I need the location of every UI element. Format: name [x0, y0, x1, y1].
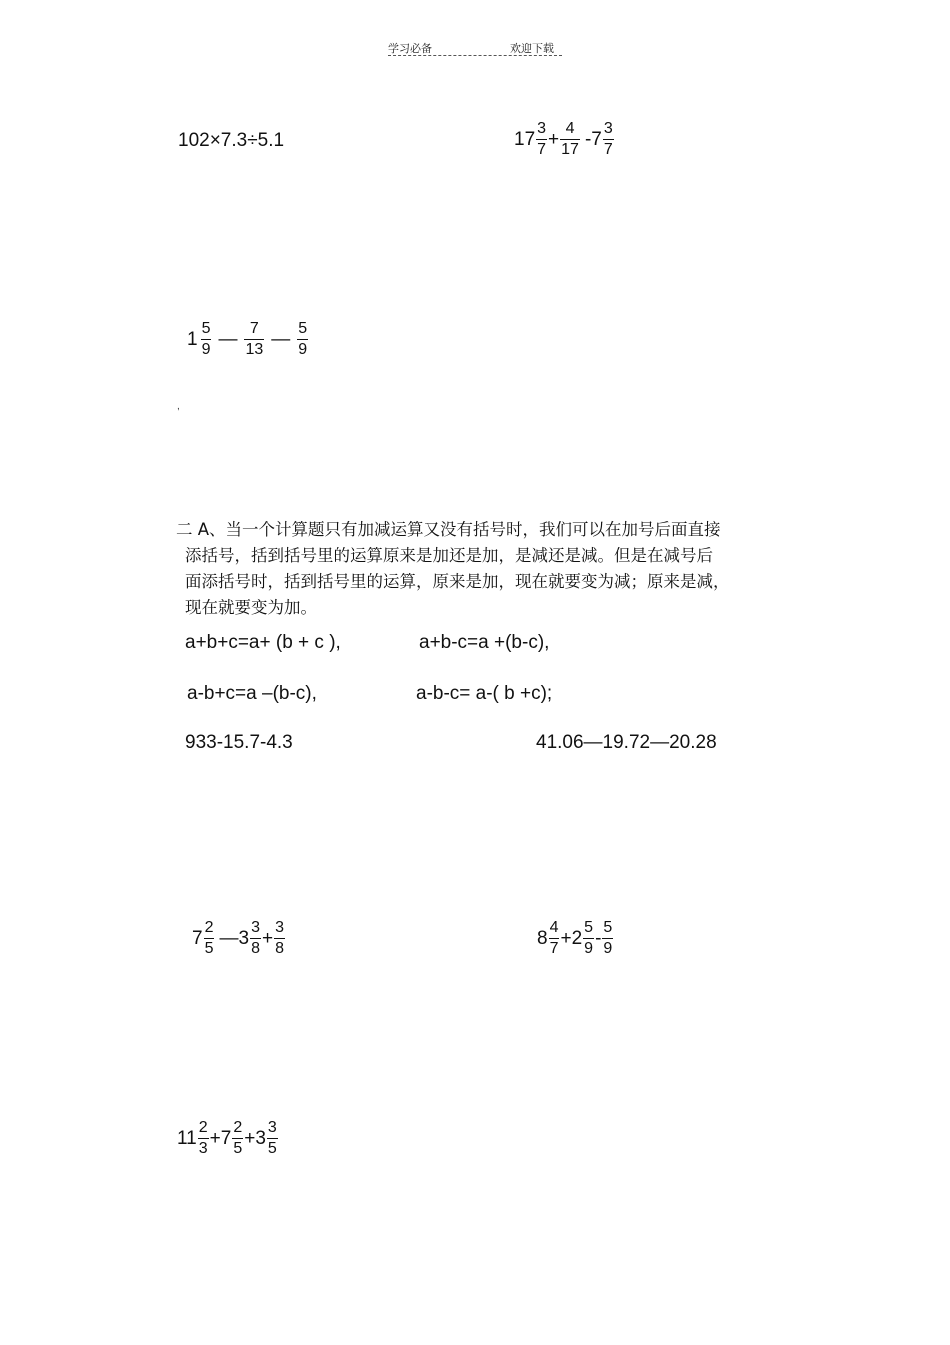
problem-3-fraction-1 — [201, 321, 212, 358]
problem-2 — [514, 121, 615, 158]
problem-8-fraction-2 — [232, 1120, 243, 1157]
fraction-numerator: 2 — [204, 919, 214, 936]
problem-5 — [536, 733, 717, 752]
fraction-numerator: 3 — [267, 1119, 277, 1136]
problem-1-text: 102×7.3÷5.1 — [178, 130, 285, 151]
fraction-denominator: 5 — [233, 1140, 243, 1157]
problem-3-operator-1: — — [218, 329, 238, 350]
fraction-numerator: 2 — [198, 1119, 208, 1136]
paragraph-line: 二 A、当一个计算题只有加减运算又没有括号时，我们可以在加号后面直接 — [176, 520, 721, 539]
section-2-paragraph — [176, 517, 730, 621]
rule-3 — [187, 684, 317, 703]
fraction-denominator: 9 — [201, 341, 211, 358]
fraction-bar — [198, 1138, 209, 1139]
fraction-bar — [297, 339, 308, 340]
fraction-denominator: 5 — [267, 1140, 277, 1157]
fraction-numerator: 5 — [603, 919, 613, 936]
problem-4 — [185, 733, 293, 752]
problem-6-operator-1: —3 — [219, 928, 250, 949]
problem-7-operator-2: - — [595, 928, 602, 949]
paragraph-line: 添括号，括到括号里的运算原来是加还是加，是减还是减。但是在减号后 — [185, 546, 713, 565]
fraction-bar — [274, 938, 285, 939]
fraction-bar — [560, 139, 580, 140]
stray-mark: , — [177, 401, 180, 412]
problem-7-fraction-3 — [602, 920, 613, 957]
fraction-numerator: 4 — [565, 120, 575, 137]
problem-6-whole: 7 — [192, 928, 203, 949]
problem-8-whole: 11 — [177, 1128, 197, 1149]
problem-8-fraction-1 — [198, 1120, 209, 1157]
rule-2-text: a+b-c=a +(b-c), — [419, 632, 550, 653]
problem-2-fraction-3 — [603, 121, 614, 158]
fraction-bar — [602, 938, 613, 939]
paragraph-line: 面添括号时，括到括号里的运算，原来是加，现在就要变为减；原来是减， — [185, 572, 730, 591]
fraction-bar — [536, 139, 547, 140]
fraction-denominator: 9 — [603, 940, 613, 957]
fraction-denominator: 9 — [298, 341, 308, 358]
header-left-text: 学习必备 — [388, 42, 432, 55]
problem-3 — [187, 321, 309, 358]
fraction-denominator: 7 — [603, 141, 613, 158]
problem-7-fraction-2 — [583, 920, 594, 957]
fraction-denominator: 7 — [549, 940, 559, 957]
header-right-text: 欢迎下载 — [510, 42, 554, 55]
fraction-denominator: 9 — [584, 940, 594, 957]
problem-3-fraction-2 — [244, 321, 264, 358]
rule-2 — [419, 633, 549, 652]
fraction-denominator: 3 — [198, 1140, 208, 1157]
fraction-numerator: 4 — [549, 919, 559, 936]
problem-6-operator-2: + — [261, 928, 274, 949]
fraction-bar — [603, 139, 614, 140]
problem-7-operator-1: +2 — [560, 928, 583, 949]
paragraph-line: 现在就要变为加。 — [185, 598, 317, 617]
fraction-numerator: 3 — [251, 919, 260, 936]
problem-7 — [537, 920, 614, 957]
rule-4-text: a-b-c= a-( b +c); — [416, 683, 553, 704]
problem-4-text: 933-15.7-4.3 — [185, 732, 293, 753]
fraction-numerator: 5 — [298, 320, 308, 337]
fraction-denominator: 8 — [251, 940, 260, 957]
problem-7-fraction-1 — [549, 920, 560, 957]
problem-6-fraction-1 — [204, 920, 215, 957]
problem-8-operator-1: +7 — [209, 1128, 232, 1149]
problem-8 — [177, 1120, 279, 1157]
fraction-numerator: 3 — [275, 919, 284, 936]
fraction-numerator: 3 — [603, 120, 613, 137]
fraction-denominator: 13 — [245, 341, 264, 358]
fraction-bar — [250, 938, 261, 939]
problem-8-operator-2: +3 — [244, 1128, 266, 1149]
rule-3-text: a-b+c=a –(b-c), — [187, 683, 317, 704]
rule-1-text: a+b+c=a+ (b + c ), — [185, 632, 341, 653]
rule-1 — [185, 633, 341, 652]
fraction-bar — [549, 938, 560, 939]
fraction-bar — [204, 938, 215, 939]
problem-3-fraction-3 — [297, 321, 308, 358]
problem-8-fraction-3 — [267, 1120, 278, 1157]
problem-2-fraction-2 — [560, 121, 580, 158]
problem-3-whole: 1 — [187, 329, 198, 350]
problem-6-fraction-3 — [274, 920, 285, 957]
fraction-denominator: 5 — [204, 940, 214, 957]
problem-3-operator-2: — — [271, 329, 291, 350]
fraction-denominator: 8 — [275, 940, 284, 957]
problem-2-operator-2: -7 — [584, 129, 602, 150]
fraction-bar — [244, 339, 264, 340]
fraction-numerator: 7 — [249, 320, 259, 337]
fraction-numerator: 5 — [584, 919, 594, 936]
problem-2-fraction-1 — [536, 121, 547, 158]
rule-4 — [416, 684, 552, 703]
problem-2-whole: 17 — [514, 129, 536, 150]
problem-6-fraction-2 — [250, 920, 261, 957]
problem-2-operator-1: + — [548, 129, 560, 150]
problem-6 — [192, 920, 286, 957]
fraction-denominator: 17 — [561, 141, 579, 158]
fraction-numerator: 3 — [537, 120, 547, 137]
fraction-bar — [267, 1138, 278, 1139]
problem-7-whole: 8 — [537, 928, 548, 949]
fraction-numerator: 5 — [201, 320, 211, 337]
fraction-bar — [201, 339, 212, 340]
fraction-bar — [232, 1138, 243, 1139]
problem-1 — [178, 131, 284, 150]
problem-5-text: 41.06—19.72—20.28 — [536, 732, 717, 753]
fraction-denominator: 7 — [537, 141, 547, 158]
fraction-bar — [583, 938, 594, 939]
header-divider — [388, 55, 562, 56]
fraction-numerator: 2 — [233, 1119, 243, 1136]
